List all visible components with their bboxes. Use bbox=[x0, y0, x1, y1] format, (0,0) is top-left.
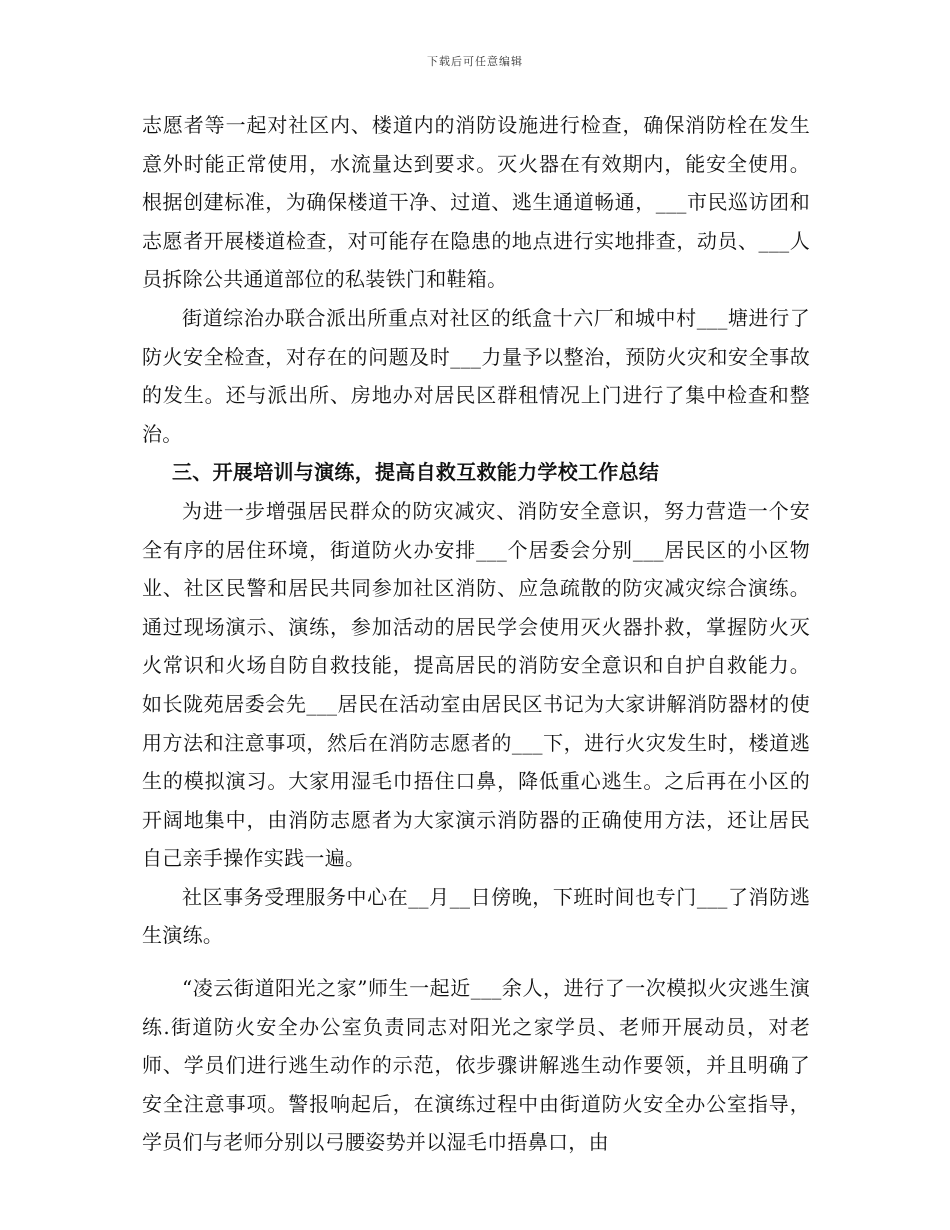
paragraph-sunshine-home-drill: “凌云街道阳光之家”师生一起近___余人，进行了一次模拟火灾逃生演练.街道防火安全办公室负责同志对阳光之家学员、老师开展动员，对老师、学员们进行逃生动作的示范，依步骤讲解逃生动作要领，并且明确了安全注意事项。警报响起后，在演练过程中由街道防火安全办公室指导，学员们与老师分别以弓腰姿势并以湿毛巾捂鼻口，由 bbox=[142, 976, 810, 1155]
page-header: 下载后可任意编辑 bbox=[427, 55, 523, 68]
paragraph-drill-description: 为进一步增强居民群众的防灾减灾、消防安全意识，努力营造一个安全有序的居住环境，街道防火办安排___个居委会分别___居民区的小区物业、社区民警和居民共同参加社区消防、应急疏散的防灾减灾综合演练。通过现场演示、演练，参加活动的居民学会使用灭火器扑救，掌握防火灭火常识和火场自防自救技能，提高居民的消防安全意识和自护自救能力。如长陇苑居委会先___居民在活动室由居民区书记为大家讲解消防器材的使用方法和注意事项，然后在消防志愿者的___下，进行火灾发生时，楼道逃生的模拟演习。大家用湿毛巾捂住口鼻，降低重心逃生。之后再在小区的开阔地集中，由消防志愿者为大家演示消防器的正确使用方法，还让居民自己亲手操作实践一遍。 bbox=[142, 498, 810, 871]
paragraph-fire-safety-check: 街道综治办联合派出所重点对社区的纸盒十六厂和城中村___塘进行了防火安全检查，对存在的问题及时___力量予以整治，预防火灾和安全事故的发生。还与派出所、房地办对居民区群租情况上门进行了集中检查和整治。 bbox=[142, 305, 810, 446]
section-heading-training: 三、开展培训与演练，提高自救互救能力学校工作总结 bbox=[172, 460, 660, 485]
paragraph-service-center-drill: 社区事务受理服务中心在__月__日傍晚，下班时间也专门___了消防逃生演练。 bbox=[142, 884, 810, 948]
document-body bbox=[142, 106, 810, 1162]
paragraph-spacer bbox=[142, 955, 810, 969]
paragraph-facility-inspection: 志愿者等一起对社区内、楼道内的消防设施进行检查，确保消防栓在发生意外时能正常使用，水流量达到要求。灭火器在有效期内，能安全使用。根据创建标准，为确保楼道干净、过道、逃生通道畅通，___市民巡访团和志愿者开展楼道检查，对可能存在隐患的地点进行实地排查，动员、___人员拆除公共通道部位的私装铁门和鞋箱。 bbox=[142, 113, 810, 292]
